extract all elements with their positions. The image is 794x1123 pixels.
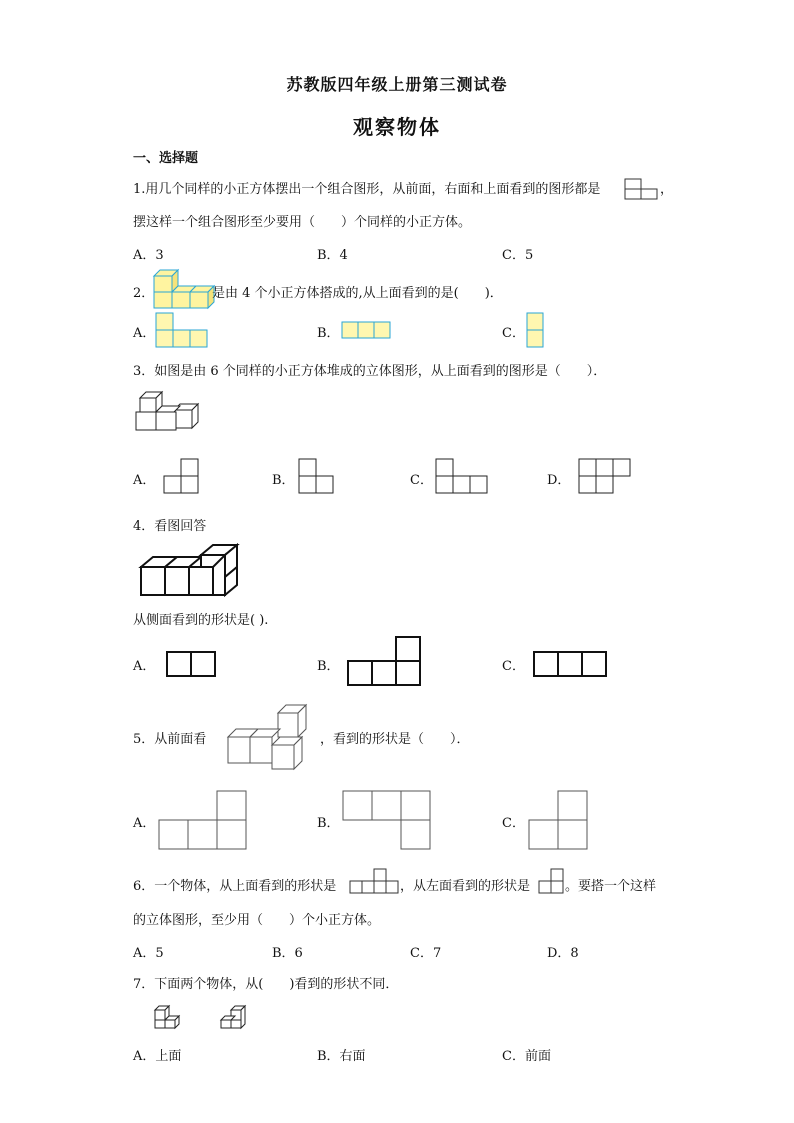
q6-option-d[interactable]: D．8 bbox=[547, 946, 579, 961]
q6-text-a: 6．一个物体，从上面看到的形状是 bbox=[133, 879, 337, 894]
q2-number: 2． bbox=[133, 286, 155, 301]
q6-text-b: ，从左面看到的形状是 bbox=[400, 879, 531, 894]
q6-left-view-figure bbox=[538, 868, 566, 894]
q6-text-c: 。要搭一个这样 bbox=[565, 879, 657, 894]
q1-shape-figure bbox=[624, 178, 660, 200]
q3-option-c[interactable]: C． bbox=[410, 473, 433, 488]
q7-text: 7．下面两个物体，从( )看到的形状不同． bbox=[133, 977, 399, 992]
q1-option-b[interactable]: B．4 bbox=[317, 248, 348, 263]
q5-option-c[interactable]: C． bbox=[502, 816, 525, 831]
q3-option-a-figure bbox=[163, 458, 201, 494]
q7-object-1-figure bbox=[153, 1004, 181, 1030]
q2-option-c-figure bbox=[526, 312, 544, 348]
q7-option-b[interactable]: B．右面 bbox=[317, 1049, 366, 1064]
q4-option-a-figure bbox=[166, 651, 218, 679]
q5-text-b: ，看到的形状是（ ）． bbox=[320, 732, 470, 747]
q4-text: 4．看图回答 bbox=[133, 519, 207, 534]
q3-text: 3．如图是由 6 个同样的小正方体堆成的立体图形，从上面看到的图形是（ ）． bbox=[133, 364, 607, 379]
q4-option-b[interactable]: B． bbox=[317, 659, 340, 674]
q4-option-b-figure bbox=[347, 636, 423, 688]
q5-text-a: 5．从前面看 bbox=[133, 732, 207, 747]
q4-option-a[interactable]: A． bbox=[133, 659, 156, 674]
q3-cube-figure bbox=[134, 388, 206, 438]
q2-option-a[interactable]: A． bbox=[133, 326, 156, 341]
q4-subquestion: 从侧面看到的形状是( ). bbox=[133, 613, 269, 628]
q3-option-b-figure bbox=[298, 458, 336, 494]
q7-option-c[interactable]: C．前面 bbox=[502, 1049, 551, 1064]
q2-text: 是由 4 个小正方体搭成的,从上面看到的是( )． bbox=[212, 286, 503, 301]
q3-option-d[interactable]: D． bbox=[547, 473, 571, 488]
q2-option-b-figure bbox=[341, 321, 393, 339]
q1-option-c[interactable]: C．5 bbox=[502, 248, 534, 263]
q3-option-a[interactable]: A． bbox=[133, 473, 156, 488]
q6-option-c[interactable]: C．7 bbox=[410, 946, 442, 961]
q3-option-d-figure bbox=[578, 458, 634, 494]
q5-option-b[interactable]: B． bbox=[317, 816, 340, 831]
q5-option-a[interactable]: A． bbox=[133, 816, 156, 831]
q2-option-a-figure bbox=[155, 312, 209, 348]
q3-option-b[interactable]: B． bbox=[272, 473, 295, 488]
q5-option-b-figure bbox=[342, 790, 434, 852]
section-heading: 一、选择题 bbox=[133, 151, 199, 166]
q5-option-a-figure bbox=[158, 790, 250, 852]
q4-cube-figure bbox=[139, 543, 243, 597]
q6-option-b[interactable]: B．6 bbox=[272, 946, 303, 961]
q7-object-2-figure bbox=[219, 1004, 247, 1030]
q1-option-a[interactable]: A．3 bbox=[133, 248, 164, 263]
page-title: 苏教版四年级上册第三测试卷 bbox=[286, 75, 508, 94]
q1-text-line1: 1.用几个同样的小正方体摆出一个组合图形，从前面，右面和上面看到的图形都是 bbox=[133, 182, 601, 197]
q6-text-d: 的立体图形，至少用（ ）个小正方体。 bbox=[133, 913, 381, 928]
q1-text-line2: 摆这样一个组合图形至少要用（ ）个同样的小正方体。 bbox=[133, 215, 472, 230]
q7-option-a[interactable]: A．上面 bbox=[133, 1049, 182, 1064]
page-subtitle: 观察物体 bbox=[353, 115, 441, 139]
q2-option-c[interactable]: C． bbox=[502, 326, 525, 341]
q3-option-c-figure bbox=[435, 458, 491, 494]
q6-option-a[interactable]: A．5 bbox=[133, 946, 164, 961]
q5-option-c-figure bbox=[528, 790, 590, 852]
q5-cube-figure bbox=[226, 703, 318, 771]
q6-top-view-figure bbox=[348, 868, 400, 894]
q4-option-c-figure bbox=[533, 651, 609, 679]
q2-option-b[interactable]: B． bbox=[317, 326, 340, 341]
q4-option-c[interactable]: C． bbox=[502, 659, 525, 674]
q2-cube-figure bbox=[152, 268, 212, 310]
q1-text-end: ， bbox=[660, 182, 674, 197]
